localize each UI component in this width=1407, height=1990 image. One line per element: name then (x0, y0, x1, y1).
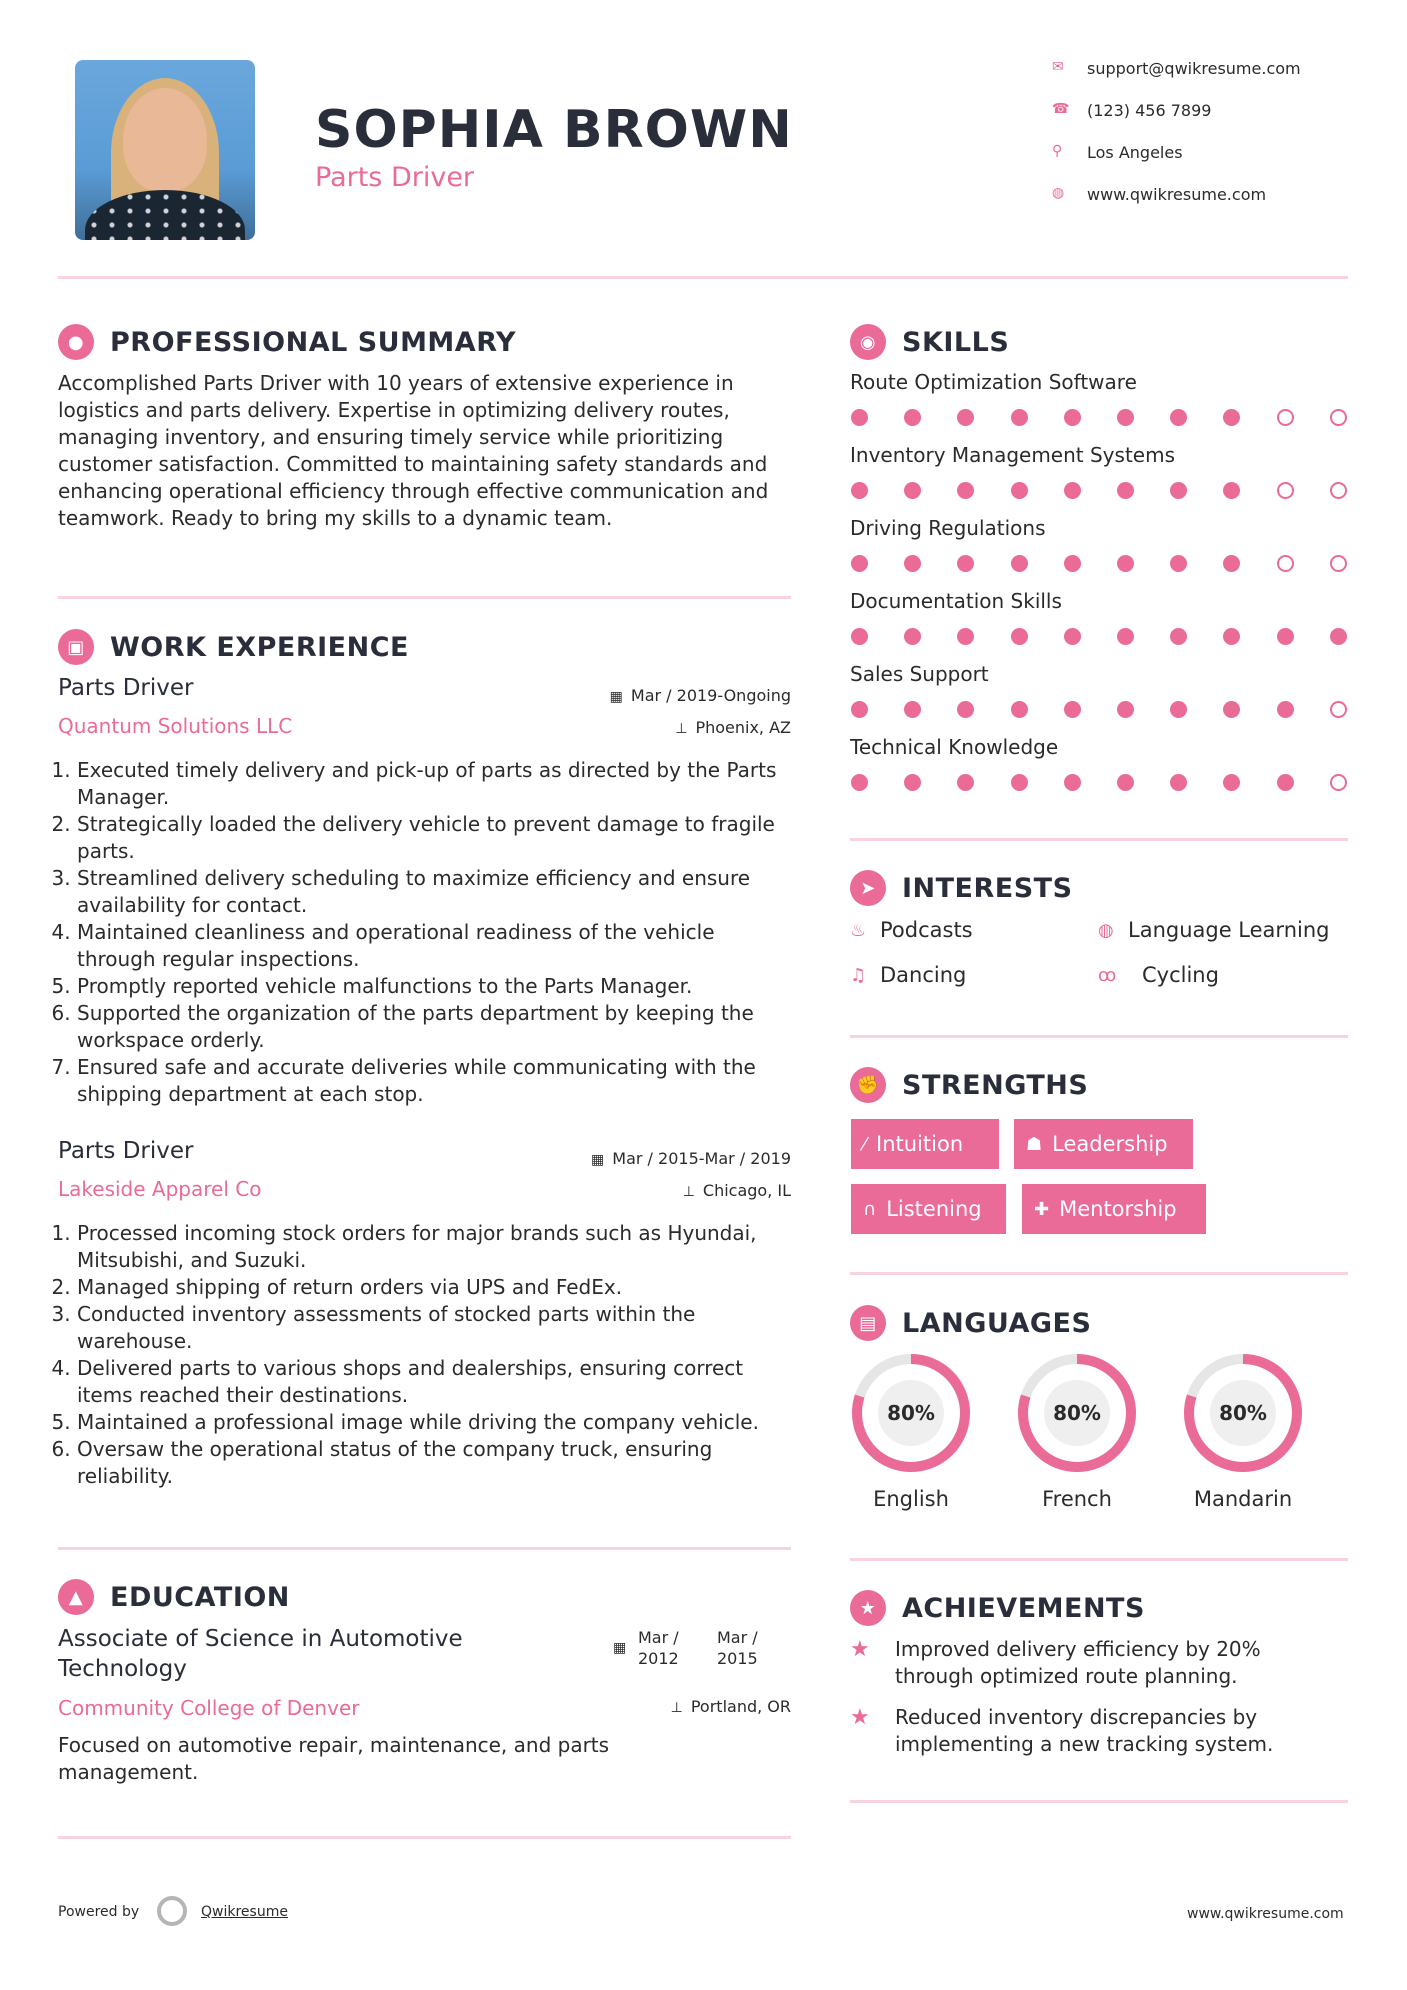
lightbulb-icon: ◉ (850, 324, 886, 360)
list-item: 1. Executed timely delivery and pick-up of parts as directed by the Parts Manager. (77, 757, 797, 811)
strengths-divider (850, 1272, 1348, 1275)
language-ring (1182, 1352, 1304, 1474)
language-percent: 80% (1219, 1401, 1267, 1425)
skill-dot-filled (1064, 774, 1081, 791)
interest-language-learning: ◍ Language Learning (1098, 918, 1330, 942)
achievements-divider (850, 1800, 1348, 1803)
list-item: 7. Ensured safe and accurate deliveries while communicating with the shipping department at each stop. (77, 1054, 797, 1108)
list-item: 5. Maintained a professional image while driving the company vehicle. (77, 1409, 797, 1436)
skill-dot-filled (851, 701, 868, 718)
list-item: 6. Supported the organization of the parts department by keeping the workspace orderly. (77, 1000, 797, 1054)
profile-photo (75, 60, 255, 240)
paper-plane-icon: ➤ (850, 870, 886, 906)
skill-dot-filled (1277, 774, 1294, 791)
footer-site-link[interactable]: www.qwikresume.com (1187, 1906, 1344, 1922)
skill-dot-empty (1330, 701, 1347, 718)
strength-leadership: ☗ Leadership (1014, 1119, 1193, 1169)
fist-icon: ✊ (850, 1067, 886, 1103)
list-item: 2. Strategically loaded the delivery vehicle to prevent damage to fragile parts. (77, 811, 797, 865)
star-icon: ★ (850, 1590, 886, 1626)
calendar-icon: ▦ (613, 1640, 627, 1656)
skill-dot-filled (957, 774, 974, 791)
skill-name: Inventory Management Systems (850, 443, 1175, 467)
job-2-duties (57, 1220, 797, 1490)
pin-icon: ⊥ (675, 721, 688, 737)
skill-dot-filled (1011, 555, 1028, 572)
list-item: 3. Conducted inventory assessments of stocked parts within the warehouse. (77, 1301, 797, 1355)
experience-heading: ▣ WORK EXPERIENCE (58, 629, 409, 665)
skill-dot-filled (1330, 628, 1347, 645)
skill-dot-filled (1011, 774, 1028, 791)
magic-wand-icon: ⁄ (863, 1133, 867, 1155)
job-2-title: Parts Driver (58, 1138, 194, 1164)
skill-dot-filled (1064, 701, 1081, 718)
briefcase-icon: ▣ (58, 629, 94, 665)
job-1-location: ⊥ Phoenix, AZ (675, 718, 791, 737)
skill-dot-filled (904, 701, 921, 718)
job-2-location: ⊥ Chicago, IL (682, 1181, 791, 1200)
skill-dot-filled (957, 482, 974, 499)
skill-dot-filled (1223, 701, 1240, 718)
skill-dot-filled (1223, 409, 1240, 426)
user-icon: ● (58, 324, 94, 360)
skill-dot-filled (1011, 701, 1028, 718)
skill-dot-filled (957, 409, 974, 426)
skill-dot-filled (957, 628, 974, 645)
phone-icon: ☎ (1052, 101, 1070, 117)
skill-dot-filled (1011, 409, 1028, 426)
list-item: 4. Maintained cleanliness and operational readiness of the vehicle through regular inspections. (77, 919, 797, 973)
skill-dot-filled (1117, 555, 1134, 572)
skill-name: Route Optimization Software (850, 370, 1137, 394)
skill-dot-filled (1170, 774, 1187, 791)
strength-mentorship: ✚ Mentorship (1022, 1184, 1206, 1234)
education-divider (58, 1836, 791, 1839)
language-ring (850, 1352, 972, 1474)
language-percent: 80% (1053, 1401, 1101, 1425)
skill-dot-filled (1223, 628, 1240, 645)
calendar-icon: ▦ (609, 689, 623, 705)
languages-divider (850, 1558, 1348, 1561)
skill-dot-filled (851, 628, 868, 645)
job-1-company: Quantum Solutions LLC (58, 714, 293, 738)
skill-dot-filled (904, 555, 921, 572)
skill-dot-filled (1277, 628, 1294, 645)
summary-divider (58, 596, 791, 599)
experience-divider (58, 1547, 791, 1550)
interest-cycling: ꝏ Cycling (1098, 963, 1219, 987)
skill-dot-filled (1170, 628, 1187, 645)
education-heading: ▲ EDUCATION (58, 1579, 290, 1615)
skill-dot-filled (1117, 774, 1134, 791)
envelope-icon: ✉ (1052, 59, 1064, 75)
language-name: English (873, 1487, 949, 1511)
microphone-icon: ♨ (850, 919, 867, 941)
bicycle-icon: ꝏ (1098, 964, 1117, 986)
skill-dot-filled (1170, 409, 1187, 426)
strength-listening: ∩ Listening (851, 1184, 1006, 1234)
language-card-icon: ▤ (850, 1305, 886, 1341)
skill-dot-empty (1277, 482, 1294, 499)
skill-name: Driving Regulations (850, 516, 1046, 540)
language-name: Mandarin (1193, 1487, 1293, 1511)
language-percent: 80% (887, 1401, 935, 1425)
shooting-star-icon: ★ (850, 1637, 870, 1662)
list-item: 3. Streamlined delivery scheduling to maximize efficiency and ensure availability for contact. (77, 865, 797, 919)
job-1-title: Parts Driver (58, 675, 194, 701)
skill-dot-empty (1330, 774, 1347, 791)
shooting-star-icon: ★ (850, 1705, 870, 1730)
skill-dot-filled (1064, 628, 1081, 645)
strengths-heading: ✊ STRENGTHS (850, 1067, 1088, 1103)
job-2-dates: ▦ Mar / 2015-Mar / 2019 (591, 1149, 791, 1168)
skill-dot-filled (1117, 482, 1134, 499)
resume-page: SOPHIA BROWN Parts Driver ✉ support@qwikresume.com ☎ (123) 456 7899 ⚲ Los Angeles ◍ www.qwikresume.com ● PROFESSIONAL SUMMARY Accomplished Parts Driver with 10 years of extensive experience in logistics and parts delivery. Expertise in optimizing delivery routes, managing inventory, and ensuring timely service while prioritizing customer satisfaction. Committed to maintaining safety standards and enhancing operational efficiency through effective communication and teamwork. Ready to bring my skills to a dynamic team. ▣ WORK EXPERIENCE Parts Driver Quantum Solutions LLC ▦ Mar / 2019-Ongoing ⊥ Phoenix, AZ 1. Executed timely delivery and pick-up of parts as directed by the Parts Manager. 2. Strategically loaded the delivery vehicle to prevent damage to fragile parts. 3. Streamlined delivery scheduling to maximize efficiency and ensure availability for contact. 4. Maintained cleanliness and operational readiness of the vehicle through regular inspections. 5. Promptly reported vehicle malfunctions to the Parts Manager. 6. Supported the organization of the parts department by keeping the workspace orderly. 7. Ensured safe and accurate deliveries while communicating with the shipping department at each stop. Parts Driver Lakeside Apparel Co ▦ Mar / 2015-Mar / 2019 ⊥ Chicago, IL 1. Processed incoming stock orders for major brands such as Hyundai, Mitsubishi, and Suzuki. 2. Managed shipping of return orders via UPS and FedEx. 3. Conducted inventory assessments of stocked parts within the warehouse. 4. Delivered parts to various shops and dealerships, ensuring correct items reached their destinations. 5. Maintained a professional image while driving the company vehicle. 6. Oversaw the operational status of the company truck, ensuring reliability. ▲ EDUCATION Associate of Science in Automotive Technology ▦ Mar / 2012 Mar / 2015 Community College of Denver ⊥ Portland, OR Focused on automotive repair, maintenance, and parts management. ◉ SKILLS Route Optimization Software Inventory Management Systems Driving Regulations Documentation Skills Sales Support Technical Knowledge ➤ INTERESTS ♨ Podcasts ◍ Language Learning ♫ Dancing ꝏ Cycling ✊ STRENGTHS ⁄ Intuition ☗ Leadership ∩ Listening ✚ Mentorship ▤ LANGUAGES 80% English 80% French 80% Mandarin ★ ACHIEVEMENTS ★ Improved delivery efficiency by 20% through optimized route planning. ★ Reduced inventory discrepancies by implementing a new tracking system. Powered by Qwikresume www.qwikresume.com (0, 0, 1407, 1990)
skill-dot-empty (1330, 482, 1347, 499)
skill-dot-filled (1011, 482, 1028, 499)
skill-name: Documentation Skills (850, 589, 1062, 613)
skill-dot-filled (1170, 482, 1187, 499)
calendar-icon: ▦ (591, 1152, 605, 1168)
footer-powered-by: Powered by (58, 1904, 140, 1920)
interest-podcasts: ♨ Podcasts (850, 918, 973, 942)
skill-dot-empty (1277, 409, 1294, 426)
skill-dot-filled (904, 774, 921, 791)
interest-dancing: ♫ Dancing (850, 963, 967, 987)
skill-dot-filled (851, 482, 868, 499)
skill-dot-filled (1064, 555, 1081, 572)
music-note-icon: ♫ (850, 964, 867, 986)
education-degree: Associate of Science in Automotive Technology (58, 1626, 463, 1682)
header-divider (58, 276, 1348, 279)
list-item: 6. Oversaw the operational status of the company truck, ensuring reliability. (77, 1436, 797, 1490)
list-item: 5. Promptly reported vehicle malfunctions to the Parts Manager. (77, 973, 797, 1000)
skill-dot-filled (1223, 774, 1240, 791)
skill-dot-filled (1117, 701, 1134, 718)
candidate-name: SOPHIA BROWN (315, 100, 793, 160)
list-item: 1. Processed incoming stock orders for major brands such as Hyundai, Mitsubishi, and Suzuki. (77, 1220, 797, 1274)
skill-dot-empty (1330, 409, 1347, 426)
strength-intuition: ⁄ Intuition (851, 1119, 999, 1169)
skill-dot-filled (904, 482, 921, 499)
education-school: Community College of Denver (58, 1696, 360, 1720)
candidate-role: Parts Driver (315, 162, 475, 193)
language-name: French (1042, 1487, 1112, 1511)
skill-dot-filled (851, 555, 868, 572)
globe-icon: ◍ (1098, 919, 1114, 941)
skill-name: Sales Support (850, 662, 989, 686)
footer-brand-link[interactable]: Qwikresume (201, 1904, 288, 1920)
skill-dot-filled (1117, 628, 1134, 645)
skill-dot-filled (957, 701, 974, 718)
skill-dot-filled (904, 409, 921, 426)
skill-dot-filled (851, 774, 868, 791)
map-pin-icon: ⚲ (1052, 143, 1063, 159)
summary-heading: ● PROFESSIONAL SUMMARY (58, 324, 516, 360)
graduation-cap-icon: ▲ (58, 1579, 94, 1615)
interests-heading: ➤ INTERESTS (850, 870, 1073, 906)
list-item: 4. Delivered parts to various shops and dealerships, ensuring correct items reached their destinations. (77, 1355, 797, 1409)
education-description: Focused on automotive repair, maintenance, and parts management. (58, 1733, 610, 1784)
achievements-heading: ★ ACHIEVEMENTS (850, 1590, 1145, 1626)
job-1-dates: ▦ Mar / 2019-Ongoing (609, 686, 791, 705)
globe-icon: ◍ (1052, 185, 1065, 201)
skill-dot-filled (1223, 482, 1240, 499)
job-2-company: Lakeside Apparel Co (58, 1177, 262, 1201)
skill-dot-filled (1170, 555, 1187, 572)
skill-dot-filled (1064, 409, 1081, 426)
skill-dot-filled (1223, 555, 1240, 572)
job-1-duties (57, 757, 797, 1108)
skill-dot-filled (1064, 482, 1081, 499)
summary-text: Accomplished Parts Driver with 10 years of extensive experience in logistics and parts delivery. Expertise in optimizing delivery routes, managing inventory, and ensuring timely service while prioritizing customer satisfaction. Committed to maintaining safety standards and enhancing operational efficiency through effective communication and teamwork. Ready to bring my skills to a dynamic team. (58, 371, 769, 530)
headphones-icon: ∩ (863, 1198, 877, 1220)
skill-dot-filled (851, 409, 868, 426)
skill-dot-filled (1117, 409, 1134, 426)
interests-divider (850, 1035, 1348, 1038)
group-icon: ☗ (1026, 1133, 1043, 1155)
pin-icon: ⊥ (670, 1700, 683, 1716)
achievement-item: ★ Improved delivery efficiency by 20% through optimized route planning. (850, 1637, 1261, 1688)
user-plus-icon: ✚ (1034, 1198, 1050, 1220)
skill-dot-empty (1330, 555, 1347, 572)
skill-dot-filled (1170, 701, 1187, 718)
skill-name: Technical Knowledge (850, 735, 1059, 759)
qwikresume-logo-icon (157, 1896, 187, 1926)
skill-dot-filled (1277, 701, 1294, 718)
languages-heading: ▤ LANGUAGES (850, 1305, 1091, 1341)
education-location: ⊥ Portland, OR (670, 1697, 791, 1716)
list-item: 2. Managed shipping of return orders via UPS and FedEx. (77, 1274, 797, 1301)
pin-icon: ⊥ (682, 1184, 695, 1200)
skill-dot-filled (1011, 628, 1028, 645)
skills-heading: ◉ SKILLS (850, 324, 1009, 360)
achievement-item: ★ Reduced inventory discrepancies by implementing a new tracking system. (850, 1705, 1274, 1756)
skill-dot-filled (957, 555, 974, 572)
skill-dot-empty (1277, 555, 1294, 572)
skill-dot-filled (904, 628, 921, 645)
skills-divider (850, 838, 1348, 841)
language-ring (1016, 1352, 1138, 1474)
